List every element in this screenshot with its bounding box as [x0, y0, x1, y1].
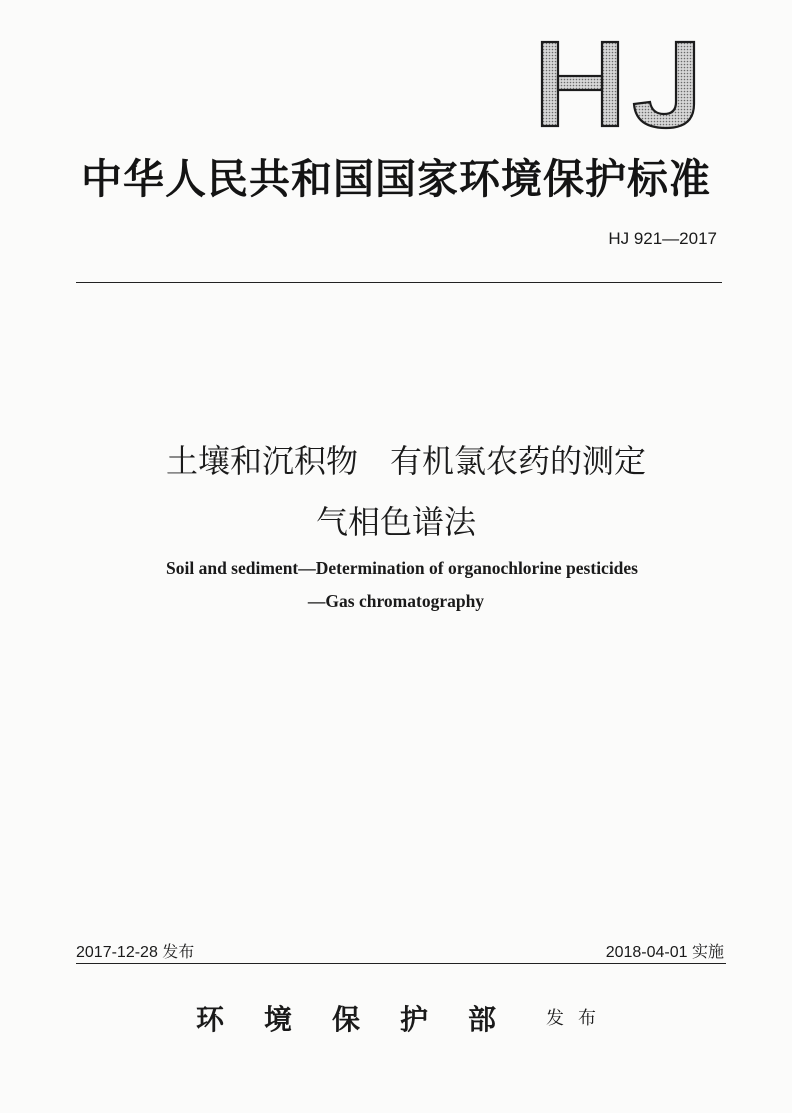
standard-number: HJ 921—2017: [608, 229, 717, 248]
title-english-line-2: —Gas chromatography: [307, 591, 485, 611]
issue-date: 2017-12-28 发布: [76, 944, 195, 961]
bottom-divider: [76, 963, 726, 964]
title-chinese-line-1: 土壤和沉积物 有机氯农药的测定: [165, 442, 646, 480]
effective-date: 2018-04-01 实施: [605, 944, 724, 961]
title-english-line-1: Soil and sediment—Determination of organochlorine pesticides: [166, 558, 638, 578]
title-chinese-line-2: 气相色谱法: [315, 503, 476, 541]
hj-logo: [536, 36, 706, 132]
publish-label: 发布: [546, 1008, 610, 1029]
national-standard-heading: 中华人民共和国国家环境保护标准: [81, 155, 711, 203]
top-divider: [76, 282, 722, 283]
publisher-name: 环境保护部: [196, 1003, 537, 1036]
